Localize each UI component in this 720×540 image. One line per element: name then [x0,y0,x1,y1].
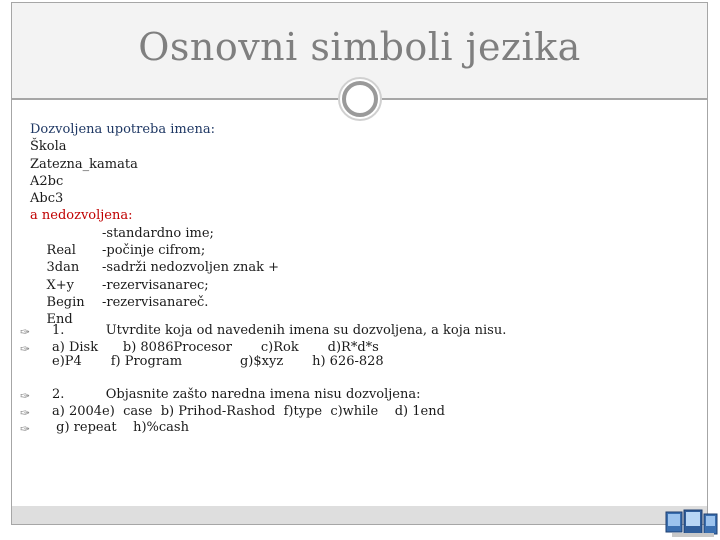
slide-title: Osnovni simboli jezika [138,25,581,69]
allowed-name: Zatezna_kamata [30,156,138,172]
exercise-text: g) repeat h)%cash [52,420,189,435]
forbidden-reason: -počinje cifrom; [102,243,206,259]
forbidden-reason: -standardno ime; [102,225,214,241]
title-divider-left [12,98,338,100]
forbidden-name: Begin [46,294,85,310]
bullet-icon: ✑ [20,406,31,420]
title-divider-right [382,98,707,100]
bullet-icon: ✑ [20,422,31,436]
allowed-name: Abc3 [30,191,64,207]
bullet-icon: ✑ [20,389,31,403]
bullet-icon: ✑ [20,325,31,339]
slide-body [30,121,279,328]
forbidden-reason: -sadrži nedozvoljen znak + [102,260,279,276]
computer-monitor-icon [664,506,718,540]
bullet-icon: ✑ [20,342,31,356]
forbidden-name: 3dan [46,260,80,276]
forbidden-name: End [46,312,73,328]
exercise-text: a) Disk b) 8086Procesor c)Rok d)R*d*s [52,340,379,355]
forbidden-name: Real [46,243,76,259]
footer-bar [12,506,707,524]
forbidden-row [30,294,215,328]
exercise-text: 2. Objasnite zašto naredna imena nisu dozvoljena: [52,387,421,402]
title-circle-inner [342,81,378,117]
forbidden-name: X+y [46,277,75,293]
allowed-heading: Dozvoljena upotreba imena: [30,122,215,137]
exercise-text: a) 2004e) case b) Prihod-Rashod f)type c)while d) 1end [52,404,445,419]
allowed-name: A2bc [30,173,64,189]
allowed-name: Škola [30,139,67,155]
exercise-item [20,420,189,468]
exercise-text-continued: e)P4 f) Program g)$xyz h) 626-828 [52,354,384,369]
forbidden-heading: a nedozvoljena: [30,208,133,224]
forbidden-reason: -rezervisanarec; [102,277,209,293]
forbidden-reason: -rezervisanareč. [102,294,209,310]
exercise-text: 1. Utvrdite koja od navedenih imena su dozvoljena, a koja nisu. [52,323,507,338]
